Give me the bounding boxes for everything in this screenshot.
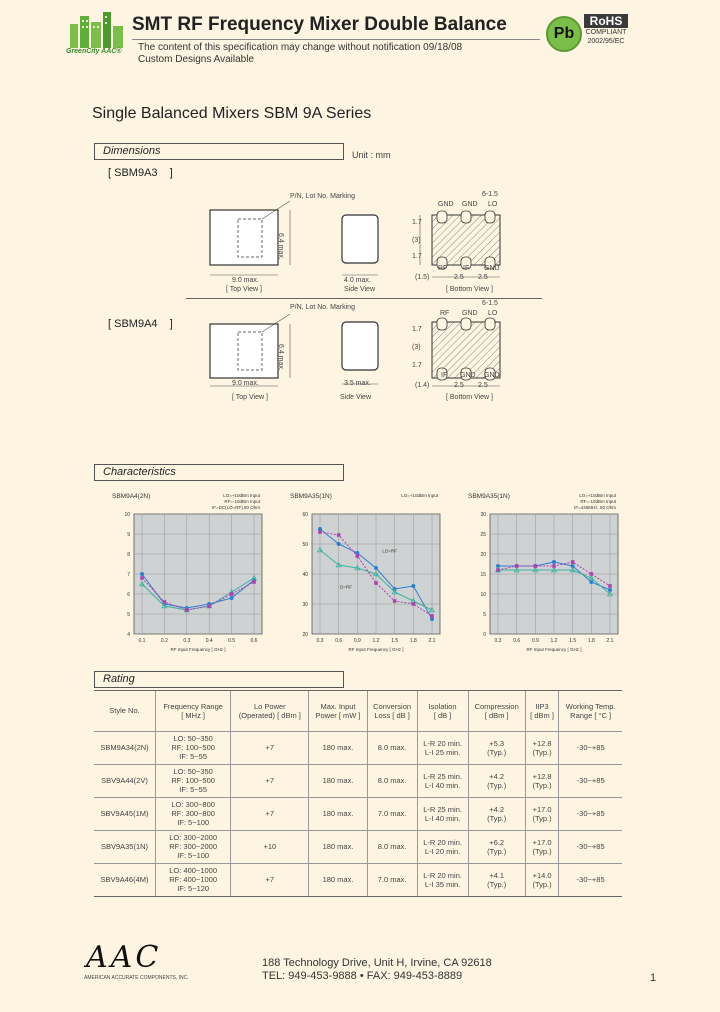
dim-a-17-top: 1.7: [412, 219, 422, 226]
model-label-a: [ SBM9A3 ]: [108, 167, 173, 179]
rating-row: [94, 830, 622, 863]
series-title: Single Balanced Mixers SBM 9A Series: [92, 105, 372, 122]
rating-row: [94, 863, 622, 896]
chart-y-tick: 15: [480, 572, 486, 578]
pin-a-bottom-3: GND: [484, 265, 500, 272]
pitch-b: 6-1.5: [482, 300, 498, 307]
rating-header-cell: Style No.: [109, 706, 140, 716]
chart-title: SBM9A4(2N): [112, 493, 151, 500]
chart-point: [608, 584, 612, 588]
dim-b-17-top: 1.7: [412, 326, 422, 333]
side-view-a-label: Side View: [344, 286, 376, 293]
rating-cell: L-R 25 min. L-I 40 min.: [417, 764, 468, 797]
footer-address: 188 Technology Drive, Unit H, Irvine, CA 92618: [262, 957, 492, 969]
rating-header-cell: Isolation [ dB ]: [417, 691, 468, 731]
pin-a-bottom-2: IF: [463, 265, 470, 272]
rating-body: [94, 731, 622, 896]
rating-header-cell: Frequency Range [ MHz ]: [156, 691, 231, 731]
chart-x-tick: 0.1: [138, 638, 146, 644]
chart-point: [374, 566, 378, 570]
chart-point: [318, 530, 322, 534]
chart-point: [252, 580, 256, 584]
chart-x-tick: 0.4: [205, 638, 213, 644]
chart-point: [496, 568, 500, 572]
chart-2: [290, 488, 450, 658]
chart-x-tick: 0.2: [160, 638, 168, 644]
chart-y-tick: 40: [302, 572, 308, 578]
rating-table-wrap: [94, 690, 622, 897]
rating-cell: +6.2 (Typ.): [468, 830, 525, 863]
dim-a-3: (3): [412, 237, 421, 244]
rating-cell: 8.0 max.: [367, 731, 417, 764]
chart-x-tick: 1.8: [409, 638, 417, 644]
chart-y-tick: 0: [483, 632, 486, 638]
chart-point: [163, 600, 167, 604]
chart-x-tick: 2.1: [428, 638, 436, 644]
pin-b-top-1: RF: [440, 310, 450, 317]
top-view-a-height: 6.4 max.: [277, 233, 284, 260]
rating-cell: L-R 20 min. L-I 25 min.: [417, 731, 468, 764]
rating-cell: +7: [231, 797, 309, 830]
rating-cell: +12.8 (Typ.): [525, 731, 558, 764]
chart-point: [374, 581, 378, 585]
dimensions-section-label: Dimensions: [94, 143, 344, 160]
side-view-b-width: 3.5 max.: [344, 380, 371, 387]
rating-section-label: Rating: [94, 671, 344, 688]
rating-cell: 7.0 max.: [367, 797, 417, 830]
pin-b-bottom-2: GND: [460, 372, 476, 379]
rating-cell: LO: 50~350 RF: 100~500 IF: 5~55: [156, 764, 231, 797]
top-view-a-label: [ Top View ]: [226, 286, 262, 293]
custom-designs-line: Custom Designs Available: [138, 54, 254, 65]
chart-y-tick: 6: [127, 592, 130, 598]
chart-annotation: LO=RF: [382, 548, 398, 554]
chart-y-tick: 7: [127, 572, 130, 578]
rating-table: [94, 691, 622, 896]
rating-header-cell: Working Temp. Range [ °C ]: [559, 691, 622, 731]
bottom-view-b-label: [ Bottom View ]: [446, 394, 493, 401]
chart-point: [430, 614, 434, 618]
chart-point: [230, 592, 234, 596]
chart-x-tick: 0.6: [250, 638, 258, 644]
chart-legend-entry: IF=DC(LO=RF),50 Ohm: [211, 505, 260, 510]
rating-cell: -30~+85: [559, 863, 622, 896]
chart-point: [207, 604, 211, 608]
rating-cell: -30~+85: [559, 731, 622, 764]
chart-y-tick: 8: [127, 552, 130, 558]
rating-cell: 180 max.: [309, 731, 367, 764]
chart-2-svg: [290, 488, 450, 658]
rating-cell: +12.8 (Typ.): [525, 764, 558, 797]
dim-a-25-left: 2.5: [454, 274, 464, 281]
chart-x-tick: 0.3: [316, 638, 324, 644]
chart-title: SBM9A35(1N): [290, 493, 332, 500]
pb-free-badge: [546, 16, 582, 52]
chart-y-tick: 20: [480, 552, 486, 558]
chart-y-tick: 25: [480, 532, 486, 538]
chart-point: [185, 608, 189, 612]
chart-point: [230, 596, 234, 600]
chart-point: [552, 560, 556, 564]
rating-cell: L-R 25 min. L-I 40 min.: [417, 797, 468, 830]
chart-y-tick: 5: [483, 612, 486, 618]
rating-cell: 7.0 max.: [367, 863, 417, 896]
chart-x-tick: 0.3: [183, 638, 191, 644]
rohs-title: RoHS: [584, 14, 628, 28]
bottom-view-a-label: [ Bottom View ]: [446, 286, 493, 293]
rohs-badge: [584, 14, 628, 48]
chart-y-tick: 10: [124, 512, 130, 518]
rating-header-row: [94, 691, 622, 731]
pin-a-top-3: LO: [488, 201, 498, 208]
chart-point: [515, 564, 519, 568]
dim-b-3: (3): [412, 344, 421, 351]
rating-cell: 8.0 max.: [367, 830, 417, 863]
rating-header-cell: Compression [ dBm ]: [468, 691, 525, 731]
chart-y-tick: 4: [127, 632, 130, 638]
rating-cell: LO: 400~1000 RF: 400~1000 IF: 5~120: [156, 863, 231, 896]
chart-y-tick: 60: [302, 512, 308, 518]
rating-cell: SBM9A34(2N): [94, 731, 156, 764]
chart-legend-entry: IF=445MHz, 50 Ohm: [574, 505, 616, 510]
logo-label: GreenCity AAC®: [66, 48, 122, 55]
chart-x-tick: 1.5: [569, 638, 577, 644]
rohs-line2: 2002/95/EC: [587, 38, 625, 45]
dim-a-15: (1.5): [415, 274, 430, 281]
chart-x-tick: 1.5: [391, 638, 399, 644]
chart-point: [140, 576, 144, 580]
rating-cell: 180 max.: [309, 797, 367, 830]
chart-point: [571, 560, 575, 564]
rating-cell: 180 max.: [309, 764, 367, 797]
pin-b-bottom-3: GND: [484, 372, 500, 379]
chart-point: [590, 572, 594, 576]
dim-b-25-left: 2.5: [454, 382, 464, 389]
rating-cell: -30~+85: [559, 830, 622, 863]
rating-cell: +7: [231, 731, 309, 764]
rating-cell: SBV9A46(4M): [94, 863, 156, 896]
notice-line: The content of this specification may change without notification 09/18/08: [138, 42, 463, 53]
rating-cell: L-R 20 min. L-I 35 min.: [417, 863, 468, 896]
chart-title: SBM9A35(1N): [468, 493, 510, 500]
chart-x-tick: 0.9: [353, 638, 361, 644]
chart-point: [140, 572, 144, 576]
footer-logo-sub: AMERICAN ACCURATE COMPONENTS, INC.: [84, 975, 189, 981]
rating-cell: SBV9A45(1M): [94, 797, 156, 830]
rating-header-cell: Max. Input Power [ mW ]: [309, 691, 367, 731]
rating-cell: +5.3 (Typ.): [468, 731, 525, 764]
chart-1-svg: [112, 488, 272, 658]
chart-point: [552, 564, 556, 568]
chart-legend-entry: LO=+10dBm Input: [401, 493, 438, 498]
chart-legend-entry: RF=-10dBm Input: [580, 499, 616, 504]
pin-a-top-1: GND: [438, 201, 454, 208]
pn-marking-a: P/N, Lot No. Marking: [290, 193, 355, 200]
chart-point: [534, 564, 538, 568]
chart-x-tick: 1.2: [550, 638, 558, 644]
rating-cell: 8.0 max.: [367, 764, 417, 797]
chart-point: [337, 542, 341, 546]
page-number: 1: [650, 972, 657, 984]
title-divider: [132, 39, 540, 40]
rating-cell: +17.0 (Typ.): [525, 830, 558, 863]
chart-x-tick: 0.6: [513, 638, 521, 644]
chart-x-label: RF Input Frequency [ GHz ]: [526, 647, 582, 652]
chart-point: [589, 580, 593, 584]
rating-cell: +14.0 (Typ.): [525, 863, 558, 896]
pn-marking-b: P/N, Lot No. Marking: [290, 304, 355, 311]
rating-cell: L-R 20 min. L-I 20 min.: [417, 830, 468, 863]
rating-cell: +4.2 (Typ.): [468, 764, 525, 797]
pb-text: Pb: [553, 25, 575, 42]
rating-cell: SBV9A44(2V): [94, 764, 156, 797]
dim-a-25-right: 2.5: [478, 274, 488, 281]
dimension-divider: [186, 298, 542, 299]
rating-cell: -30~+85: [559, 797, 622, 830]
chart-legend-entry: LO=+10dBm Input: [223, 493, 260, 498]
pin-b-bottom-1: IF: [441, 372, 448, 379]
chart-x-tick: 0.3: [494, 638, 502, 644]
chart-y-tick: 10: [480, 592, 486, 598]
side-view-a-width: 4.0 max.: [344, 277, 371, 284]
chart-point: [411, 584, 415, 588]
chart-legend-entry: RF=-10dBm Input: [224, 499, 260, 504]
chart-3: [468, 488, 628, 658]
chart-3-svg: [468, 488, 628, 658]
rating-cell: +4.2 (Typ.): [468, 797, 525, 830]
pin-b-top-2: GND: [462, 310, 478, 317]
chart-x-label: RF Input Frequency [ GHz ]: [170, 647, 226, 652]
chart-x-tick: 0.5: [228, 638, 236, 644]
chart-y-tick: 5: [127, 612, 130, 618]
notice-text: [138, 42, 462, 66]
dim-a-17-bottom: 1.7: [412, 253, 422, 260]
rating-cell: 180 max.: [309, 863, 367, 896]
rating-cell: +4.1 (Typ.): [468, 863, 525, 896]
rating-row: [94, 797, 622, 830]
dim-b-25-right: 2.5: [478, 382, 488, 389]
rating-cell: 180 max.: [309, 830, 367, 863]
pin-a-bottom-1: RF: [438, 265, 448, 272]
dimension-drawing-a: [200, 185, 530, 295]
dim-b-14: (1.4): [415, 382, 430, 389]
unit-label: Unit : mm: [352, 150, 391, 160]
footer-logo: AAC: [86, 940, 162, 975]
chart-y-tick: 20: [302, 632, 308, 638]
chart-1: [112, 488, 272, 658]
rating-header-cell: Lo Power (Operated) [ dBm ]: [231, 691, 309, 731]
chart-y-tick: 30: [302, 602, 308, 608]
chart-y-tick: 50: [302, 542, 308, 548]
page-title: SMT RF Frequency Mixer Double Balance: [132, 14, 507, 35]
rating-cell: LO: 300~800 RF: 300~800 IF: 5~100: [156, 797, 231, 830]
footer-phone: TEL: 949-453-9888 • FAX: 949-453-8889: [262, 970, 463, 982]
pin-a-top-2: GND: [462, 201, 478, 208]
chart-annotation: D=RF: [340, 584, 353, 590]
rating-header-cell: Conversion Loss [ dB ]: [367, 691, 417, 731]
pitch-a: 6-1.5: [482, 191, 498, 198]
top-view-b-width: 9.0 max.: [232, 380, 259, 387]
pin-b-top-3: LO: [488, 310, 498, 317]
chart-point: [356, 554, 360, 558]
rating-header-cell: IIP3 [ dBm ]: [525, 691, 558, 731]
chart-y-tick: 9: [127, 532, 130, 538]
top-view-b-height: 6.4 max.: [277, 344, 284, 371]
chart-point: [412, 602, 416, 606]
rating-row: [94, 764, 622, 797]
rating-cell: +17.0 (Typ.): [525, 797, 558, 830]
rating-cell: -30~+85: [559, 764, 622, 797]
top-view-b-label: [ Top View ]: [232, 394, 268, 401]
dim-b-17-bottom: 1.7: [412, 362, 422, 369]
rating-cell: +10: [231, 830, 309, 863]
rating-cell: +7: [231, 764, 309, 797]
chart-x-tick: 0.6: [335, 638, 343, 644]
dimension-drawing-b: [200, 300, 530, 410]
rating-cell: +7: [231, 863, 309, 896]
side-view-b-label: Side View: [340, 394, 372, 401]
top-view-a-width: 9.0 max.: [232, 277, 259, 284]
rating-cell: SBV9A35(1N): [94, 830, 156, 863]
chart-x-tick: 1.2: [372, 638, 380, 644]
company-logo: [66, 10, 130, 60]
chart-y-tick: 30: [480, 512, 486, 518]
rating-cell: LO: 300~2000 RF: 300~2000 IF: 5~100: [156, 830, 231, 863]
model-label-b: [ SBM9A4 ]: [108, 318, 173, 330]
chart-x-tick: 0.9: [531, 638, 539, 644]
rohs-line1: COMPLIANT: [585, 29, 627, 36]
chart-x-label: RF Input Frequency [ GHz ]: [348, 647, 404, 652]
chart-x-tick: 1.8: [587, 638, 595, 644]
characteristics-section-label: Characteristics: [94, 464, 344, 481]
rating-row: [94, 731, 622, 764]
chart-point: [393, 599, 397, 603]
rating-cell: LO: 50~350 RF: 100~500 IF: 5~55: [156, 731, 231, 764]
chart-legend-entry: LO=+10dBm Input: [579, 493, 616, 498]
chart-point: [337, 533, 341, 537]
chart-x-tick: 2.1: [606, 638, 614, 644]
